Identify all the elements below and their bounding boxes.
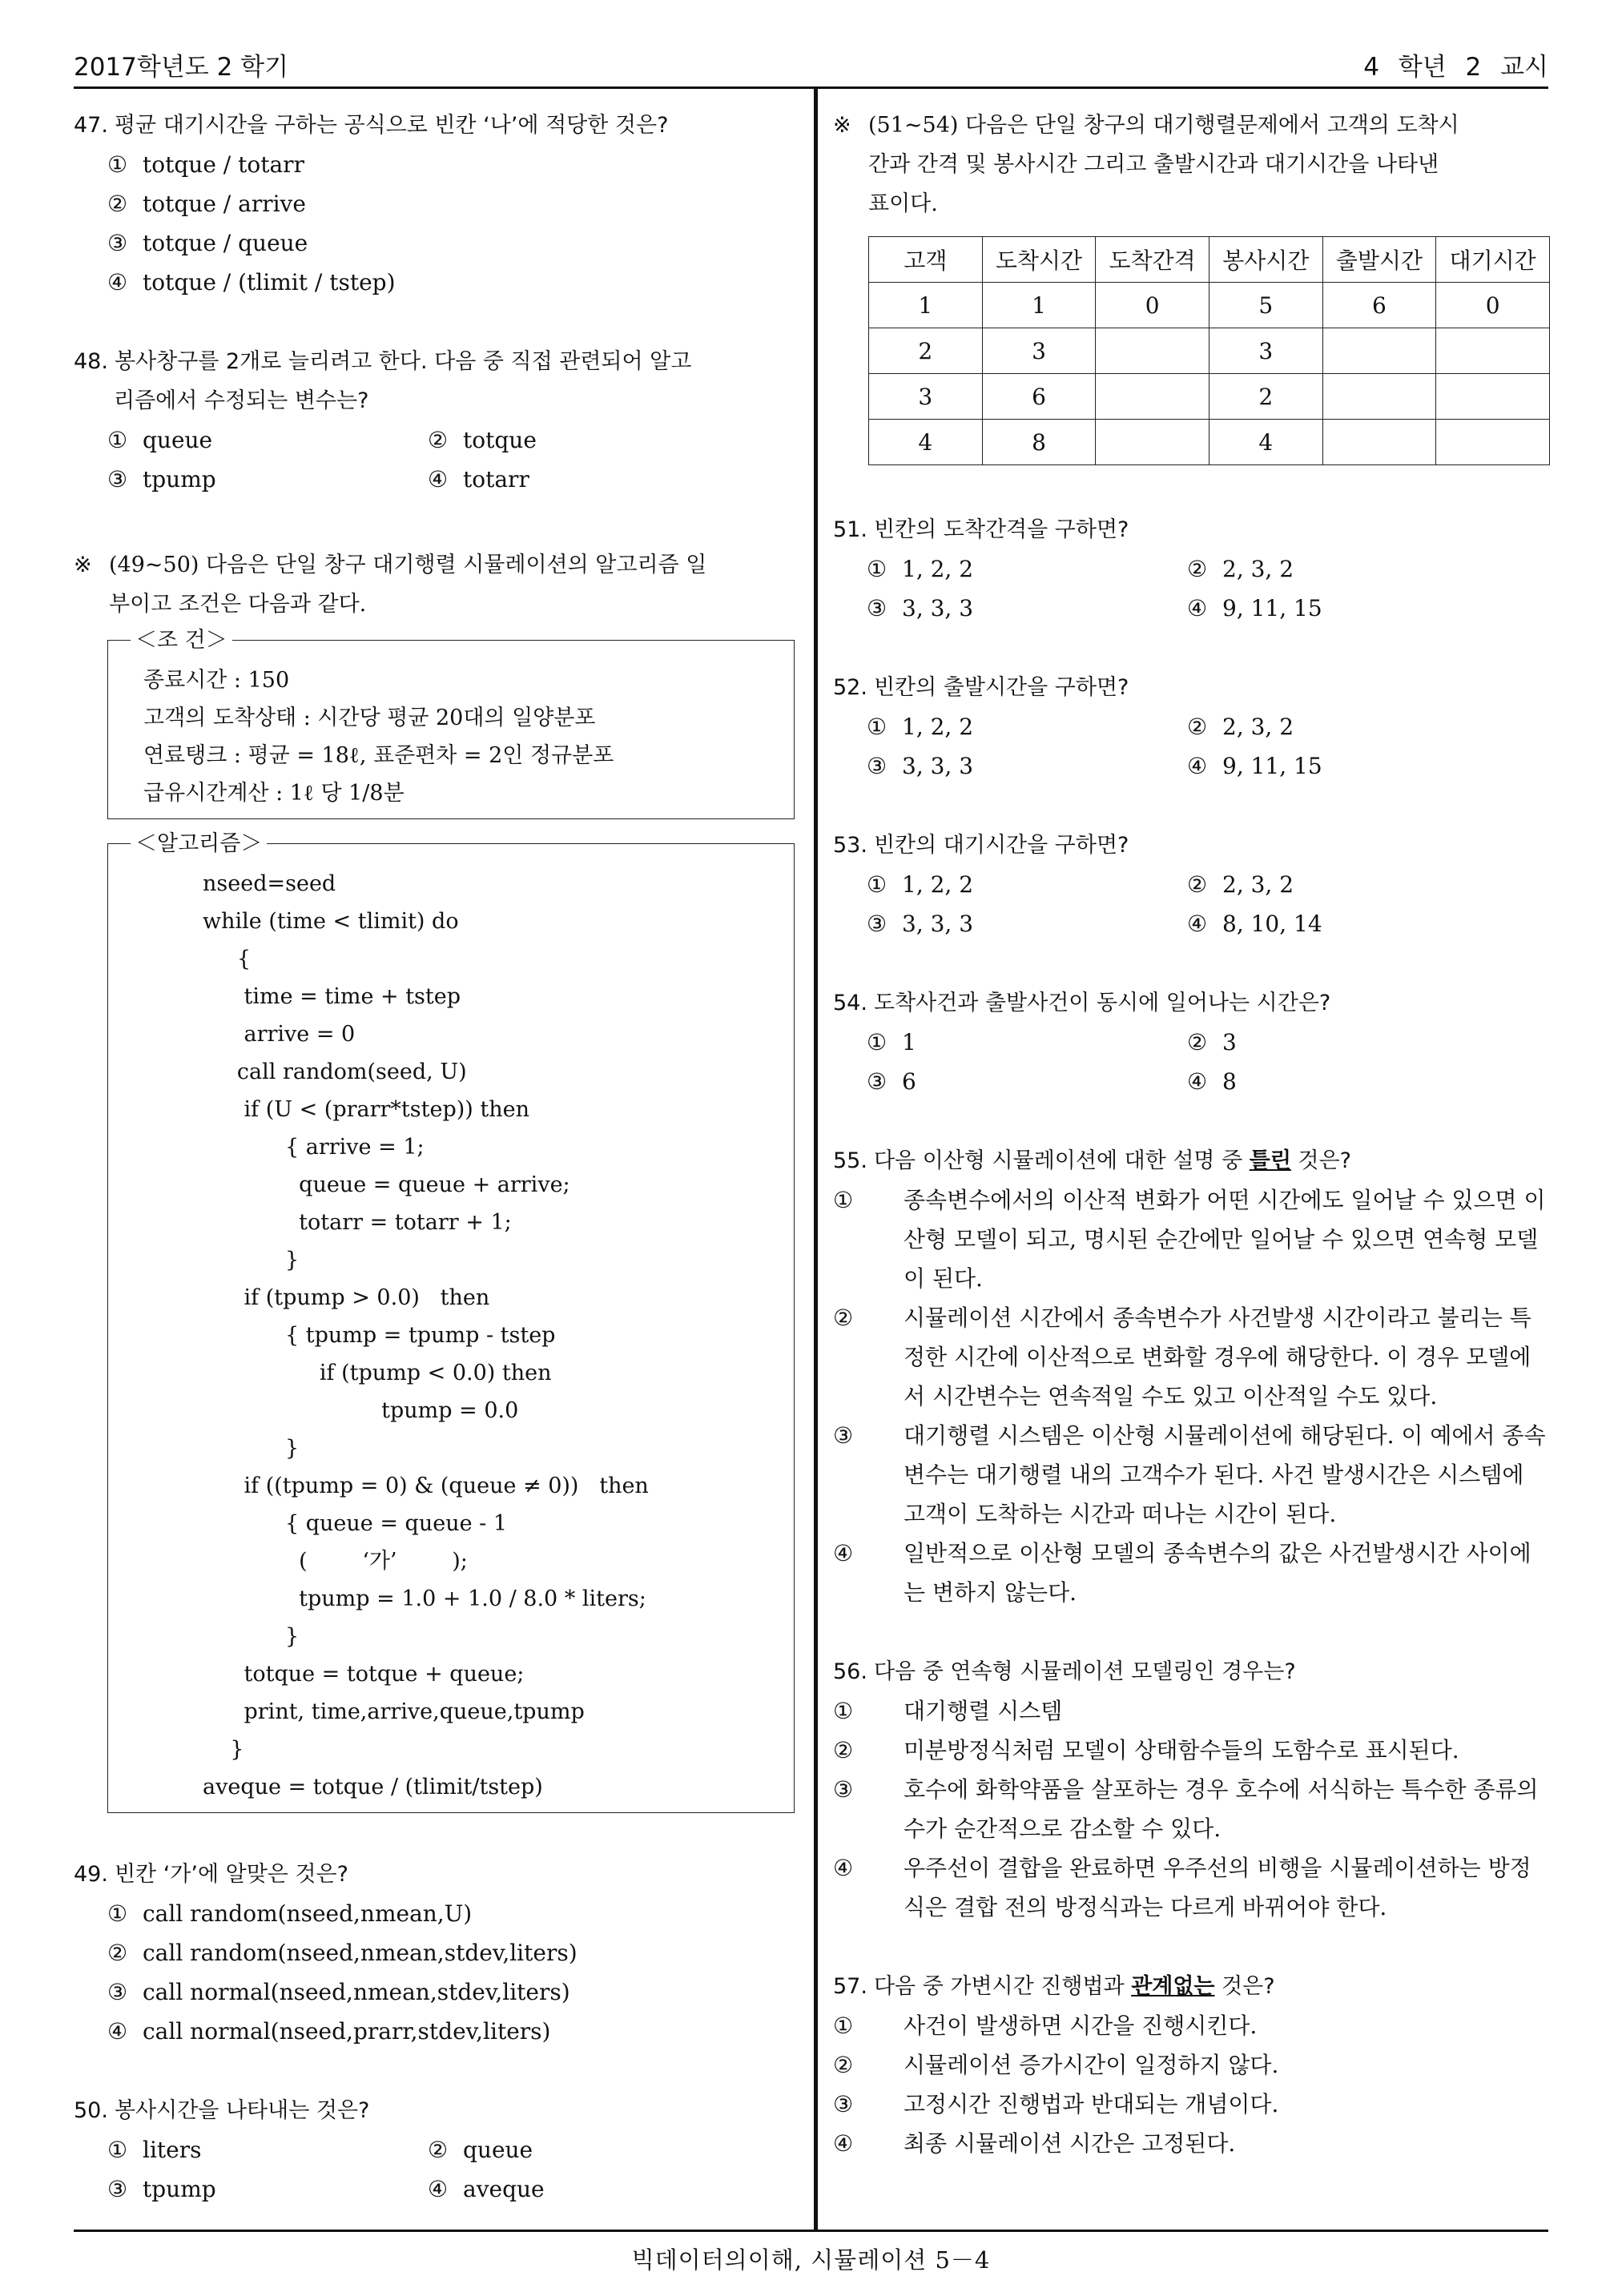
question-number: 50. (74, 2098, 108, 2123)
table-header-row (869, 237, 1550, 283)
table-cell (1322, 328, 1436, 374)
option-row-2: ③ 3, 3, 3 ④ 8, 10, 14 (867, 911, 1322, 937)
page-footer: 빅데이터의이해, 시뮬레이션 5－4 (631, 2246, 991, 2274)
table-cell: 2 (1209, 374, 1322, 420)
table-cell: 3 (1209, 328, 1322, 374)
question-47 (74, 106, 799, 302)
table-cell (1322, 420, 1436, 465)
code-line: { (203, 947, 252, 971)
table-row (869, 328, 1550, 374)
option-row-1: ① liters ② queue (107, 2137, 533, 2163)
table-header: 봉사시간 (1209, 237, 1322, 283)
code-line: if (U < (prarr*tstep)) then (203, 1097, 529, 1122)
option-4: ④ call normal(nseed,prarr,stdev,liters) (107, 2018, 551, 2045)
table-cell: 1 (869, 283, 983, 328)
code-line: while (time < tlimit) do (203, 909, 459, 934)
question-51 (833, 510, 1550, 628)
question-number: 53. (833, 833, 867, 858)
option-4: ④ 일반적으로 이산형 모델의 종속변수의 값은 사건발생시간 사이에는 변하지 않는다. (833, 1540, 1531, 1606)
option-3: ③ 고정시간 진행법과 반대되는 개념이다. (833, 2091, 1279, 2117)
algorithm-box (107, 831, 795, 1813)
question-number: 51. (833, 517, 867, 542)
question-text: 빈칸의 대기시간을 구하면? (873, 833, 1129, 858)
condition-line: 종료시간 : 150 (143, 668, 290, 693)
question-text-end: 것은? (1214, 1974, 1275, 1999)
question-53 (833, 826, 1550, 943)
header-rule (74, 86, 1548, 89)
question-57 (833, 1967, 1550, 2163)
question-number: 48. (74, 349, 108, 374)
option-row-2: ③ 3, 3, 3 ④ 9, 11, 15 (867, 595, 1322, 621)
question-text: 빈칸의 출발시간을 구하면? (873, 675, 1129, 700)
table-cell: 2 (869, 328, 983, 374)
code-line: } (203, 1737, 244, 1762)
condition-line: 연료탱크 : 평균 = 18ℓ, 표준편차 = 2인 정규분포 (143, 743, 614, 768)
option-row-1: ① 1, 2, 2 ② 2, 3, 2 (867, 556, 1294, 582)
table-cell: 3 (869, 374, 983, 420)
code-line: nseed=seed (203, 871, 336, 896)
option-row-2: ③ tpump ④ aveque (107, 2176, 545, 2202)
table-cell: 1 (982, 283, 1096, 328)
code-line: if (tpump > 0.0) then (203, 1285, 490, 1310)
option-4: ④ 우주선이 결합을 완료하면 우주선의 비행을 시뮬레이션하는 방정식은 결합 전의 방정식과는 다르게 바뀌어야 한다. (833, 1855, 1531, 1920)
table-header: 도착간격 (1096, 237, 1209, 283)
code-line: if ((tpump = 0) & (queue ≠ 0)) then (203, 1474, 649, 1498)
question-number: 54. (833, 991, 867, 1015)
exam-grade-period: 4 학년 2 교시 (1363, 53, 1548, 82)
code-line: { queue = queue - 1 (203, 1511, 508, 1536)
exam-term: 2017학년도 2 학기 (74, 53, 289, 82)
table-header: 도착시간 (982, 237, 1096, 283)
question-text-end: 것은? (1290, 1148, 1352, 1173)
table-cell (1436, 328, 1550, 374)
question-54 (833, 983, 1550, 1101)
option-row-1: ① 1, 2, 2 ② 2, 3, 2 (867, 871, 1294, 898)
question-number: 57. (833, 1974, 867, 1999)
question-55 (833, 1141, 1550, 1612)
question-number: 56. (833, 1659, 867, 1684)
option-1: ① call random(nseed,nmean,U) (107, 1900, 473, 1927)
algorithm-legend: ＜알고리즘＞ (131, 830, 267, 858)
table-row (869, 374, 1550, 420)
table-cell: 4 (869, 420, 983, 465)
table-header: 고객 (869, 237, 983, 283)
table-cell: 4 (1209, 420, 1322, 465)
code-line: aveque = totque / (tlimit/tstep) (203, 1775, 543, 1799)
question-text: 봉사창구를 2개로 늘리려고 한다. 다음 중 직접 관련되어 알고 (114, 349, 692, 374)
code-line: } (203, 1248, 300, 1273)
column-divider (814, 88, 818, 2230)
code-line: call random(seed, U) (203, 1060, 467, 1084)
emphasis-underline: 관계없는 (1131, 1974, 1215, 1999)
code-line: } (203, 1436, 300, 1461)
option-4: ④ totque / (tlimit / tstep) (107, 269, 396, 296)
option-row-2: ③ 3, 3, 3 ④ 9, 11, 15 (867, 753, 1322, 779)
option-row-1: ① queue ② totque (107, 427, 537, 453)
option-1: ① 종속변수에서의 이산적 변화가 어떤 시간에도 일어날 수 있으면 이산형 모델이 되고, 명시된 순간에만 일어날 수 있으면 연속형 모델이 된다. (833, 1187, 1546, 1292)
option-3: ③ totque / queue (107, 230, 308, 256)
code-line: queue = queue + arrive; (203, 1172, 570, 1197)
code-line: tpump = 0.0 (203, 1398, 519, 1423)
option-row-1: ① 1 ② 3 (867, 1029, 1237, 1056)
table-cell (1096, 328, 1209, 374)
option-2: ② totque / arrive (107, 191, 306, 217)
condition-line: 고객의 도착상태 : 시간당 평균 20대의 일양분포 (143, 706, 596, 730)
conditions-legend: ＜조 건＞ (131, 627, 232, 654)
question-text: 다음 중 가변시간 진행법과 (873, 1974, 1132, 1999)
code-line: time = time + tstep (203, 984, 461, 1009)
question-number: 55. (833, 1148, 867, 1173)
table-cell (1322, 374, 1436, 420)
question-text: 빈칸 ‘가’에 알맞은 것은? (114, 1862, 348, 1887)
question-text: 다음 중 연속형 시뮬레이션 모델링인 경우는? (873, 1659, 1296, 1684)
table-cell: 0 (1096, 283, 1209, 328)
option-3: ③ 호수에 화학약품을 살포하는 경우 호수에 서식하는 특수한 종류의 수가 순간적으로 감소할 수 있다. (833, 1776, 1539, 1842)
queue-table (868, 236, 1550, 465)
question-text: 다음 이산형 시뮬레이션에 대한 설명 중 (873, 1148, 1250, 1173)
question-56 (833, 1652, 1550, 1927)
code-line: totque = totque + queue; (203, 1662, 525, 1687)
code-line: tpump = 1.0 + 1.0 / 8.0 * liters; (203, 1586, 646, 1611)
table-header: 출발시간 (1322, 237, 1436, 283)
table-cell: 6 (1322, 283, 1436, 328)
option-2: ② 미분방정식처럼 모델이 상태함수들의 도함수로 표시된다. (833, 1737, 1459, 1763)
option-3: ③ call normal(nseed,nmean,stdev,liters) (107, 1979, 570, 2005)
table-cell (1096, 420, 1209, 465)
question-text: 평균 대기시간을 구하는 공식으로 빈칸 ‘나’에 적당한 것은? (114, 113, 669, 138)
option-1: ① totque / totarr (107, 151, 304, 178)
question-text: 봉사시간을 나타내는 것은? (114, 2098, 370, 2123)
code-line: { tpump = tpump - tstep (203, 1323, 556, 1348)
option-row-2: ③ 6 ④ 8 (867, 1068, 1237, 1095)
reference-mark: ※ (74, 553, 92, 577)
option-row-1: ① 1, 2, 2 ② 2, 3, 2 (867, 714, 1294, 740)
option-1: ① 사건이 발생하면 시간을 진행시킨다. (833, 2013, 1258, 2039)
code-line: if (tpump < 0.0) then (203, 1361, 552, 1385)
code-line: } (203, 1624, 300, 1649)
note-51-54: ※ (51~54) 다음은 단일 창구의 대기행렬문제에서 고객의 도착시 간과 간격 및 봉사시간 그리고 출발시간과 대기시간을 나타낸 표이다. (833, 106, 1550, 223)
question-text-cont: 리즘에서 수정되는 변수는? (114, 388, 369, 413)
question-number: 49. (74, 1862, 108, 1887)
option-2: ② 시뮬레이션 시간에서 종속변수가 사건발생 시간이라고 불리는 특정한 시간에 이산적으로 변화할 경우에 해당한다. 이 경우 모델에서 시간변수는 연속적일 수도 있고 이산적일 수도 있다. (833, 1305, 1531, 1409)
question-number: 47. (74, 113, 108, 138)
left-column (74, 106, 799, 2209)
table-row (869, 283, 1550, 328)
option-4: ④ 최종 시뮬레이션 시간은 고정된다. (833, 2130, 1236, 2157)
reference-mark: ※ (833, 113, 851, 138)
table-header: 대기시간 (1436, 237, 1550, 283)
code-line: totarr = totarr + 1; (203, 1210, 512, 1235)
code-line: arrive = 0 (203, 1022, 356, 1047)
option-2: ② 시뮬레이션 증가시간이 일정하지 않다. (833, 2052, 1279, 2078)
table-cell (1436, 420, 1550, 465)
question-48 (74, 342, 799, 499)
conditions-box (107, 628, 795, 819)
emphasis-underline: 틀린 (1249, 1148, 1291, 1173)
table-cell: 6 (982, 374, 1096, 420)
right-column (833, 106, 1550, 2163)
code-line: print, time,arrive,queue,tpump (203, 1699, 585, 1724)
code-line: ( ‘가’ ); (203, 1549, 468, 1574)
question-number: 52. (833, 675, 867, 700)
page-header (74, 38, 1548, 86)
question-52 (833, 668, 1550, 786)
table-row (869, 420, 1550, 465)
question-text: 도착사건과 출발사건이 동시에 일어나는 시간은? (873, 991, 1331, 1015)
option-1: ① 대기행렬 시스템 (833, 1698, 1063, 1724)
option-3: ③ 대기행렬 시스템은 이산형 시뮬레이션에 해당된다. 이 예에서 종속변수는 대기행렬 내의 고객수가 된다. 사건 발생시간은 시스템에 고객이 도착하는 시간과 떠나는 시간이 된다. (833, 1422, 1546, 1527)
table-cell: 0 (1436, 283, 1550, 328)
note-49-50: ※ (49~50) 다음은 단일 창구 대기행렬 시뮬레이션의 알고리즘 일 부이고 조건은 다음과 같다. (74, 545, 799, 624)
option-row-2: ③ tpump ④ totarr (107, 466, 529, 493)
table-cell: 3 (982, 328, 1096, 374)
option-2: ② call random(nseed,nmean,stdev,liters) (107, 1940, 578, 1966)
footer-rule (74, 2230, 1548, 2232)
table-cell (1436, 374, 1550, 420)
condition-line: 급유시간계산 : 1ℓ 당 1/8분 (143, 781, 404, 806)
question-text: 빈칸의 도착간격을 구하면? (873, 517, 1129, 542)
table-cell: 8 (982, 420, 1096, 465)
table-cell: 5 (1209, 283, 1322, 328)
question-49 (74, 1855, 799, 2051)
table-cell (1096, 374, 1209, 420)
question-50 (74, 2091, 799, 2209)
code-line: { arrive = 1; (203, 1135, 425, 1160)
